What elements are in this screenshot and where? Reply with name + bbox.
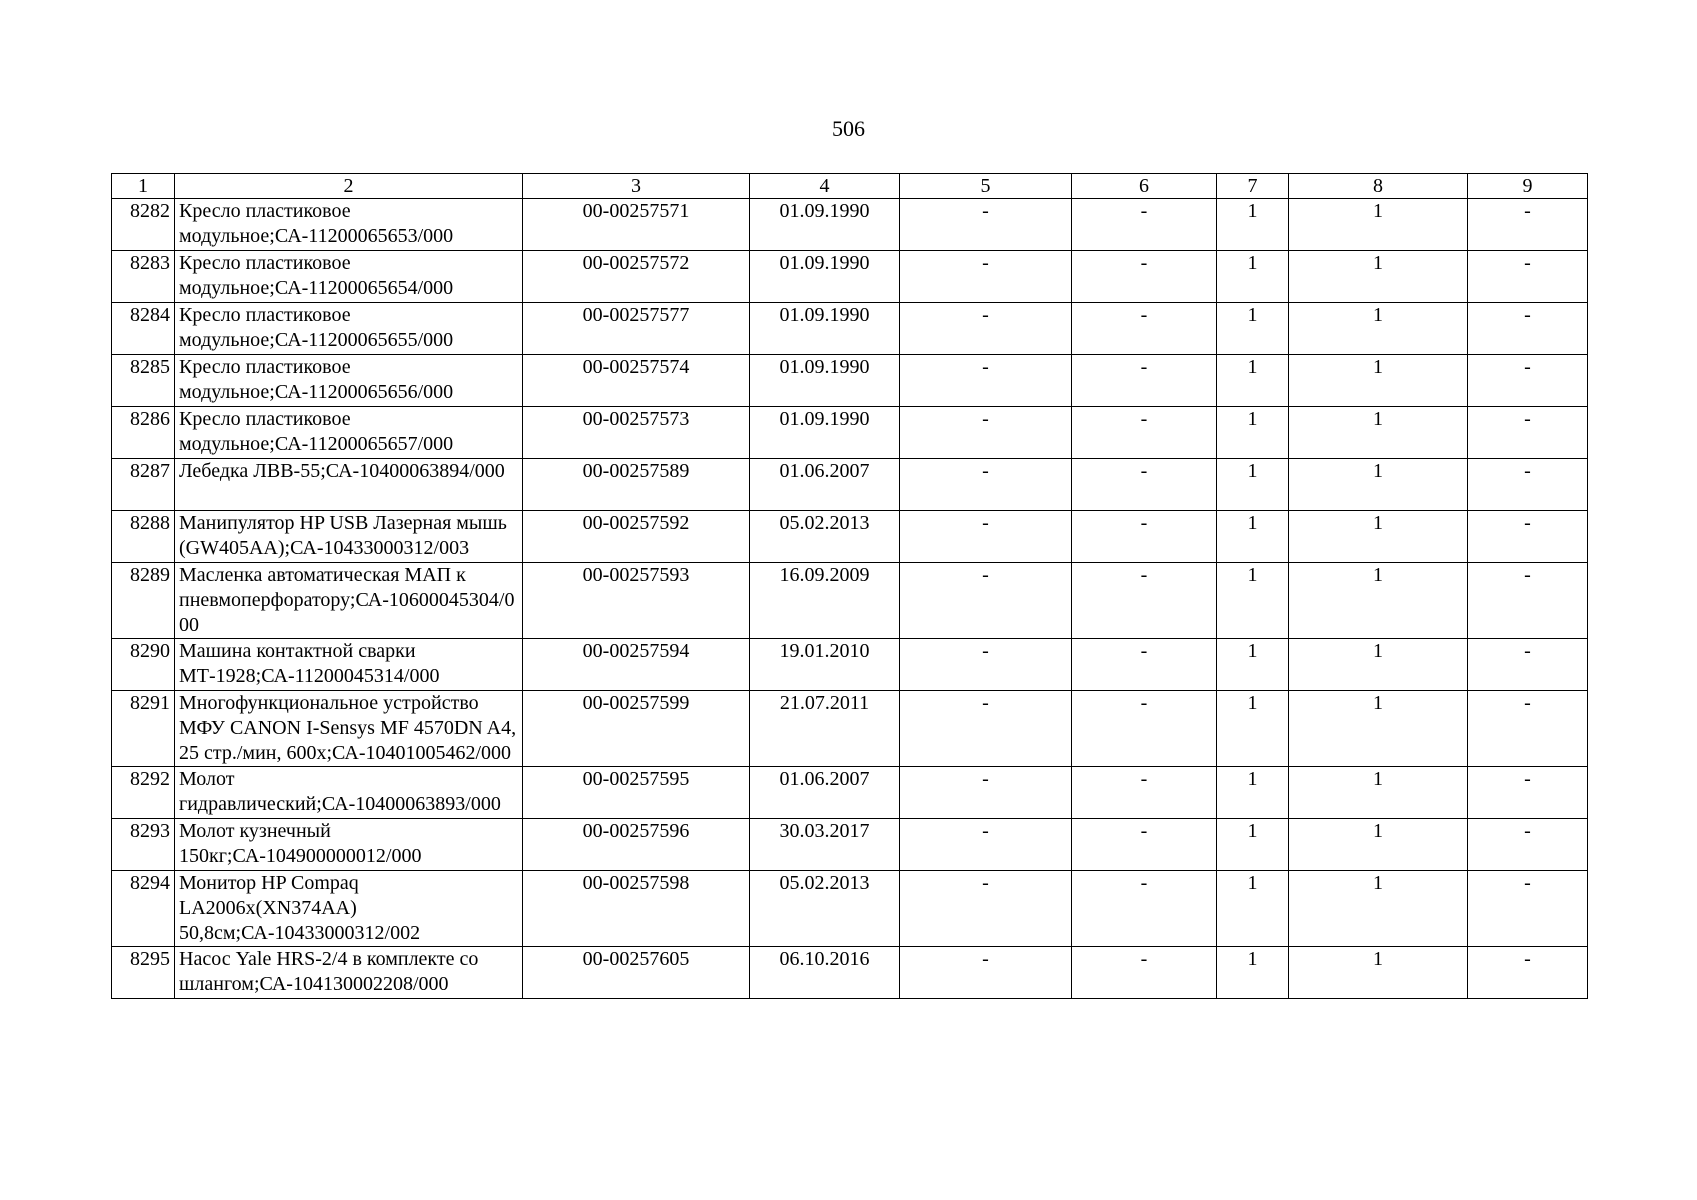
- column-7-cell: 1: [1217, 639, 1289, 691]
- table-row: [112, 767, 1588, 819]
- item-name-cell: Кресло пластиковое модульное;СА-11200065657/000: [175, 407, 523, 459]
- column-header: 6: [1072, 174, 1217, 199]
- column-7-cell: 1: [1217, 871, 1289, 947]
- column-5-cell: -: [900, 767, 1072, 819]
- column-8-cell: 1: [1289, 691, 1468, 767]
- table-row: [112, 871, 1588, 947]
- row-number-cell: 8284: [112, 303, 175, 355]
- table-row: [112, 563, 1588, 639]
- column-header: 2: [175, 174, 523, 199]
- date-cell: 01.09.1990: [750, 303, 900, 355]
- page-number: 506: [832, 116, 865, 141]
- column-header: 7: [1217, 174, 1289, 199]
- column-9-cell: -: [1468, 871, 1588, 947]
- table-row: [112, 407, 1588, 459]
- row-number-cell: 8283: [112, 251, 175, 303]
- table-row: [112, 355, 1588, 407]
- column-5-cell: -: [900, 303, 1072, 355]
- table-row: [112, 511, 1588, 563]
- inventory-code-cell: 00-00257577: [523, 303, 750, 355]
- item-name-cell: Многофункциональное устройство МФУ CANON I-Sensys MF 4570DN A4, 25 стр./мин, 600х;СА-10401005462/000: [175, 691, 523, 767]
- column-9-cell: -: [1468, 355, 1588, 407]
- column-6-cell: -: [1072, 639, 1217, 691]
- table-row: [112, 947, 1588, 999]
- item-name-cell: Лебедка ЛВВ-55;СА-10400063894/000: [175, 459, 523, 511]
- column-6-cell: -: [1072, 947, 1217, 999]
- date-cell: 01.09.1990: [750, 199, 900, 251]
- row-number-cell: 8291: [112, 691, 175, 767]
- date-cell: 01.09.1990: [750, 407, 900, 459]
- item-name-cell: Монитор HP Compaq LA2006x(XN374AA) 50,8см;СА-10433000312/002: [175, 871, 523, 947]
- item-name-cell: Масленка автоматическая МАП к пневмоперфоратору;СА-10600045304/000: [175, 563, 523, 639]
- inventory-table: [111, 173, 1588, 999]
- date-cell: 01.09.1990: [750, 251, 900, 303]
- row-number-cell: 8293: [112, 819, 175, 871]
- inventory-code-cell: 00-00257595: [523, 767, 750, 819]
- column-9-cell: -: [1468, 947, 1588, 999]
- date-cell: 06.10.2016: [750, 947, 900, 999]
- column-6-cell: -: [1072, 871, 1217, 947]
- inventory-code-cell: 00-00257605: [523, 947, 750, 999]
- column-5-cell: -: [900, 355, 1072, 407]
- row-number-cell: 8289: [112, 563, 175, 639]
- column-9-cell: -: [1468, 251, 1588, 303]
- column-6-cell: -: [1072, 563, 1217, 639]
- column-9-cell: -: [1468, 639, 1588, 691]
- column-7-cell: 1: [1217, 947, 1289, 999]
- column-8-cell: 1: [1289, 563, 1468, 639]
- row-number-cell: 8290: [112, 639, 175, 691]
- column-5-cell: -: [900, 563, 1072, 639]
- column-7-cell: 1: [1217, 199, 1289, 251]
- column-5-cell: -: [900, 819, 1072, 871]
- column-header: 8: [1289, 174, 1468, 199]
- column-5-cell: -: [900, 251, 1072, 303]
- inventory-code-cell: 00-00257599: [523, 691, 750, 767]
- date-cell: 01.09.1990: [750, 355, 900, 407]
- column-7-cell: 1: [1217, 511, 1289, 563]
- column-8-cell: 1: [1289, 199, 1468, 251]
- date-cell: 16.09.2009: [750, 563, 900, 639]
- inventory-code-cell: 00-00257594: [523, 639, 750, 691]
- column-6-cell: -: [1072, 767, 1217, 819]
- column-6-cell: -: [1072, 355, 1217, 407]
- column-8-cell: 1: [1289, 407, 1468, 459]
- item-name-cell: Манипулятор HP USB Лазерная мышь (GW405AA);СА-10433000312/003: [175, 511, 523, 563]
- column-number-row: [112, 174, 1588, 199]
- row-number-cell: 8286: [112, 407, 175, 459]
- row-number-cell: 8294: [112, 871, 175, 947]
- column-6-cell: -: [1072, 199, 1217, 251]
- table-row: [112, 303, 1588, 355]
- item-name-cell: Кресло пластиковое модульное;СА-11200065656/000: [175, 355, 523, 407]
- column-9-cell: -: [1468, 819, 1588, 871]
- column-6-cell: -: [1072, 407, 1217, 459]
- column-8-cell: 1: [1289, 459, 1468, 511]
- column-9-cell: -: [1468, 511, 1588, 563]
- column-header: 4: [750, 174, 900, 199]
- column-9-cell: -: [1468, 303, 1588, 355]
- row-number-cell: 8295: [112, 947, 175, 999]
- column-8-cell: 1: [1289, 871, 1468, 947]
- column-8-cell: 1: [1289, 251, 1468, 303]
- row-number-cell: 8288: [112, 511, 175, 563]
- column-6-cell: -: [1072, 819, 1217, 871]
- column-7-cell: 1: [1217, 251, 1289, 303]
- column-7-cell: 1: [1217, 563, 1289, 639]
- column-5-cell: -: [900, 639, 1072, 691]
- column-5-cell: -: [900, 407, 1072, 459]
- column-6-cell: -: [1072, 511, 1217, 563]
- inventory-code-cell: 00-00257592: [523, 511, 750, 563]
- item-name-cell: Молот кузнечный 150кг;СА-104900000012/000: [175, 819, 523, 871]
- column-7-cell: 1: [1217, 819, 1289, 871]
- item-name-cell: Кресло пластиковое модульное;СА-11200065655/000: [175, 303, 523, 355]
- column-8-cell: 1: [1289, 303, 1468, 355]
- row-number-cell: 8292: [112, 767, 175, 819]
- table-row: [112, 251, 1588, 303]
- column-9-cell: -: [1468, 407, 1588, 459]
- table-row: [112, 459, 1588, 511]
- column-9-cell: -: [1468, 459, 1588, 511]
- column-7-cell: 1: [1217, 407, 1289, 459]
- column-7-cell: 1: [1217, 767, 1289, 819]
- inventory-code-cell: 00-00257593: [523, 563, 750, 639]
- row-number-cell: 8287: [112, 459, 175, 511]
- inventory-code-cell: 00-00257573: [523, 407, 750, 459]
- column-header: 5: [900, 174, 1072, 199]
- column-7-cell: 1: [1217, 355, 1289, 407]
- column-9-cell: -: [1468, 563, 1588, 639]
- item-name-cell: Кресло пластиковое модульное;СА-11200065654/000: [175, 251, 523, 303]
- column-9-cell: -: [1468, 199, 1588, 251]
- item-name-cell: Машина контактной сварки МТ-1928;СА-11200045314/000: [175, 639, 523, 691]
- column-5-cell: -: [900, 459, 1072, 511]
- table-row: [112, 199, 1588, 251]
- column-8-cell: 1: [1289, 639, 1468, 691]
- item-name-cell: Насос Yale HRS-2/4 в комплекте со шлангом;СА-104130002208/000: [175, 947, 523, 999]
- column-6-cell: -: [1072, 459, 1217, 511]
- column-5-cell: -: [900, 199, 1072, 251]
- column-7-cell: 1: [1217, 691, 1289, 767]
- date-cell: 19.01.2010: [750, 639, 900, 691]
- inventory-code-cell: 00-00257596: [523, 819, 750, 871]
- column-8-cell: 1: [1289, 511, 1468, 563]
- column-header: 3: [523, 174, 750, 199]
- table-row: [112, 639, 1588, 691]
- column-8-cell: 1: [1289, 819, 1468, 871]
- date-cell: 05.02.2013: [750, 511, 900, 563]
- date-cell: 01.06.2007: [750, 459, 900, 511]
- table-row: [112, 691, 1588, 767]
- column-9-cell: -: [1468, 691, 1588, 767]
- column-7-cell: 1: [1217, 459, 1289, 511]
- date-cell: 05.02.2013: [750, 871, 900, 947]
- column-8-cell: 1: [1289, 947, 1468, 999]
- column-6-cell: -: [1072, 251, 1217, 303]
- date-cell: 01.06.2007: [750, 767, 900, 819]
- item-name-cell: Кресло пластиковое модульное;СА-11200065653/000: [175, 199, 523, 251]
- row-number-cell: 8285: [112, 355, 175, 407]
- date-cell: 21.07.2011: [750, 691, 900, 767]
- column-7-cell: 1: [1217, 303, 1289, 355]
- date-cell: 30.03.2017: [750, 819, 900, 871]
- column-9-cell: -: [1468, 767, 1588, 819]
- column-5-cell: -: [900, 871, 1072, 947]
- column-5-cell: -: [900, 947, 1072, 999]
- column-6-cell: -: [1072, 303, 1217, 355]
- column-5-cell: -: [900, 511, 1072, 563]
- item-name-cell: Молот гидравлический;СА-10400063893/000: [175, 767, 523, 819]
- column-8-cell: 1: [1289, 767, 1468, 819]
- table-row: [112, 819, 1588, 871]
- inventory-code-cell: 00-00257572: [523, 251, 750, 303]
- inventory-code-cell: 00-00257571: [523, 199, 750, 251]
- inventory-code-cell: 00-00257589: [523, 459, 750, 511]
- inventory-code-cell: 00-00257598: [523, 871, 750, 947]
- column-header: 9: [1468, 174, 1588, 199]
- column-header: 1: [112, 174, 175, 199]
- column-6-cell: -: [1072, 691, 1217, 767]
- row-number-cell: 8282: [112, 199, 175, 251]
- column-5-cell: -: [900, 691, 1072, 767]
- column-8-cell: 1: [1289, 355, 1468, 407]
- inventory-code-cell: 00-00257574: [523, 355, 750, 407]
